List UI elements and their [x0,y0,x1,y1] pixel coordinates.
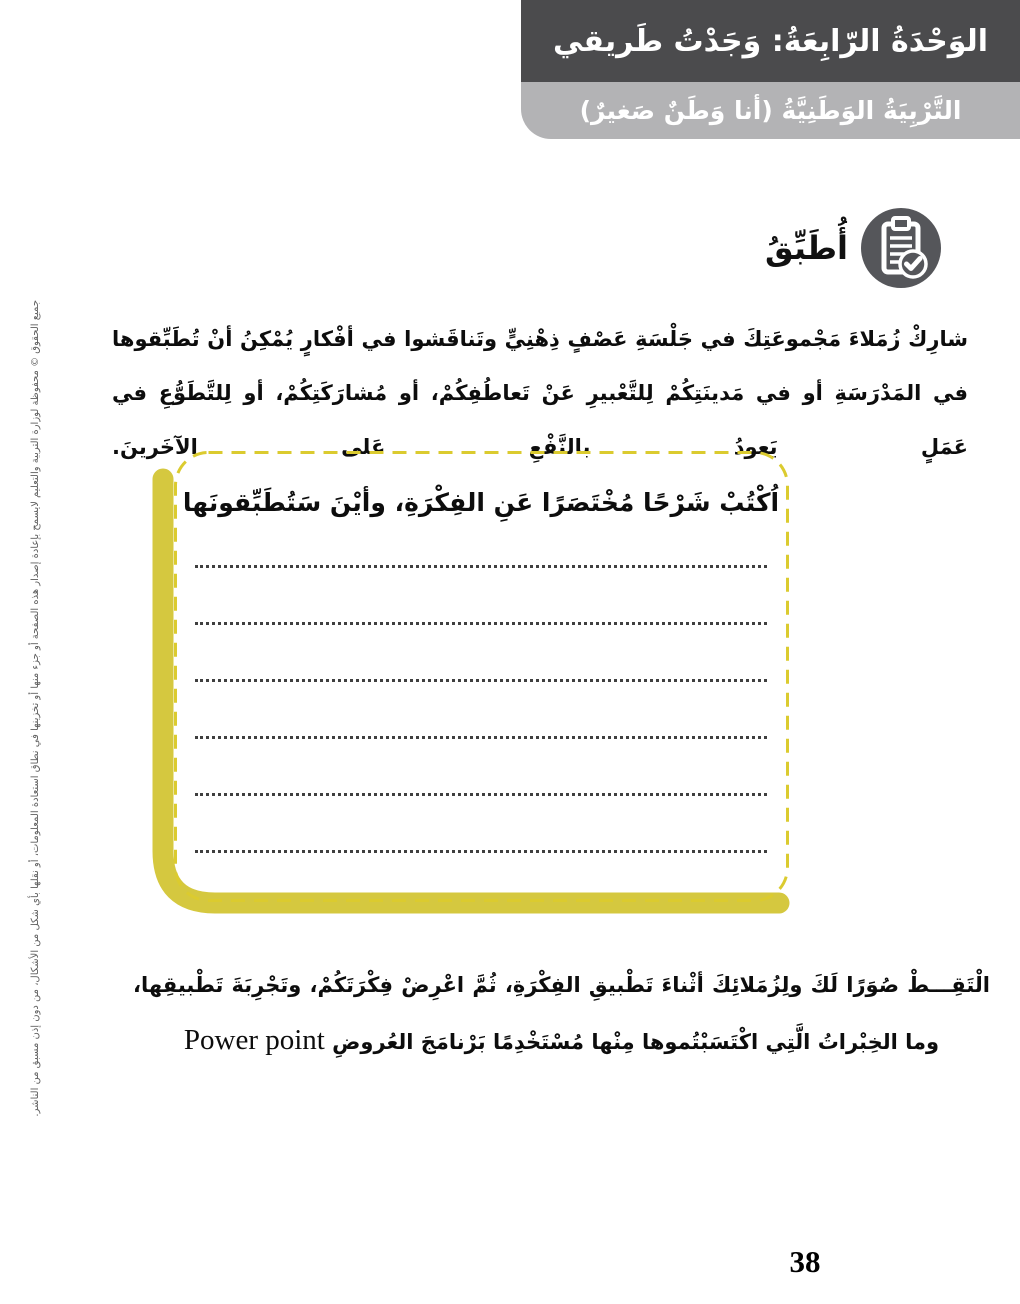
writing-line [195,793,767,796]
writing-line [195,565,767,568]
powerpoint-text: Power point [183,1024,325,1056]
writing-line [195,736,767,739]
unit-title-bar [521,0,1020,82]
writing-line [195,850,767,853]
page-number: 38 [789,1244,821,1279]
follow-up-paragraph [133,958,990,1070]
writing-line [195,622,767,625]
instructions-paragraph: شارِكْ زُمَلاءَ مَجْموعَتِكَ في جَلْسَةِ عَصْفٍ ذِهْنِيٍّ وتَناقَشوا في أفْكارٍ يُمْكِنُ أنْ تُطَبِّقوها في المَدْرَسَةِ أو في مَدينَتِكُمْ لِلتَّعْبيرِ عَنْ تَعاطُفِكُمْ، أو مُشارَكَتِكُمْ، أو لِلتَّطَوُّعِ في عَمَلٍ يَعودُ بالنَّفْعِ عَلى الآخَرينَ. [112,327,968,459]
writing-line [195,679,767,682]
unit-title: الوَحْدَةُ الرّابِعَةُ: وَجَدْتُ طَريقي [552,23,989,59]
writing-box [150,445,810,930]
writing-area [175,452,787,900]
activity-header [765,207,942,289]
writing-prompt: اُكْتُبْ شَرْحًا مُخْتَصَرًا عَنِ الفِكْرَةِ، وأيْنَ سَتُطَبِّقونَها [182,488,780,517]
lesson-title: التَّرْبِيَةُ الوَطَنِيَّةُ (أنا وَطَنٌ صَغيرٌ) [579,96,962,125]
lesson-title-bar [521,82,1020,139]
activity-label: أُطَبِّقُ [764,229,848,267]
follow-up-text: الْتَقِـــطْ صُوَرًا لَكَ ولِزُمَلائِكَ أثْناءَ تَطْبيقِ الفِكْرَةِ، ثُمَّ اعْرِضْ فِكْرَتَكُمْ، وتَجْرِبَةَ تَطْبيقِها، وما الخِبْراتُ الَّتِي اكْتَسَبْتُموها مِنْها مُسْتَخْدِمًا بَرْنامَجَ العُروضِ [133,973,990,1054]
clipboard-check-icon [860,207,942,289]
copyright-notice: جميع الحقوق © محفوظة لوزارة التربية والتعليم لايسمح بإعادة إصدار هذه الصفحة أو جزء منها أو تخزينها في نطاق استعادة المعلومات، أو نقلها بأي شكل من الأشكال، من دون إذن مسبق من الناشر. [30,300,41,1117]
